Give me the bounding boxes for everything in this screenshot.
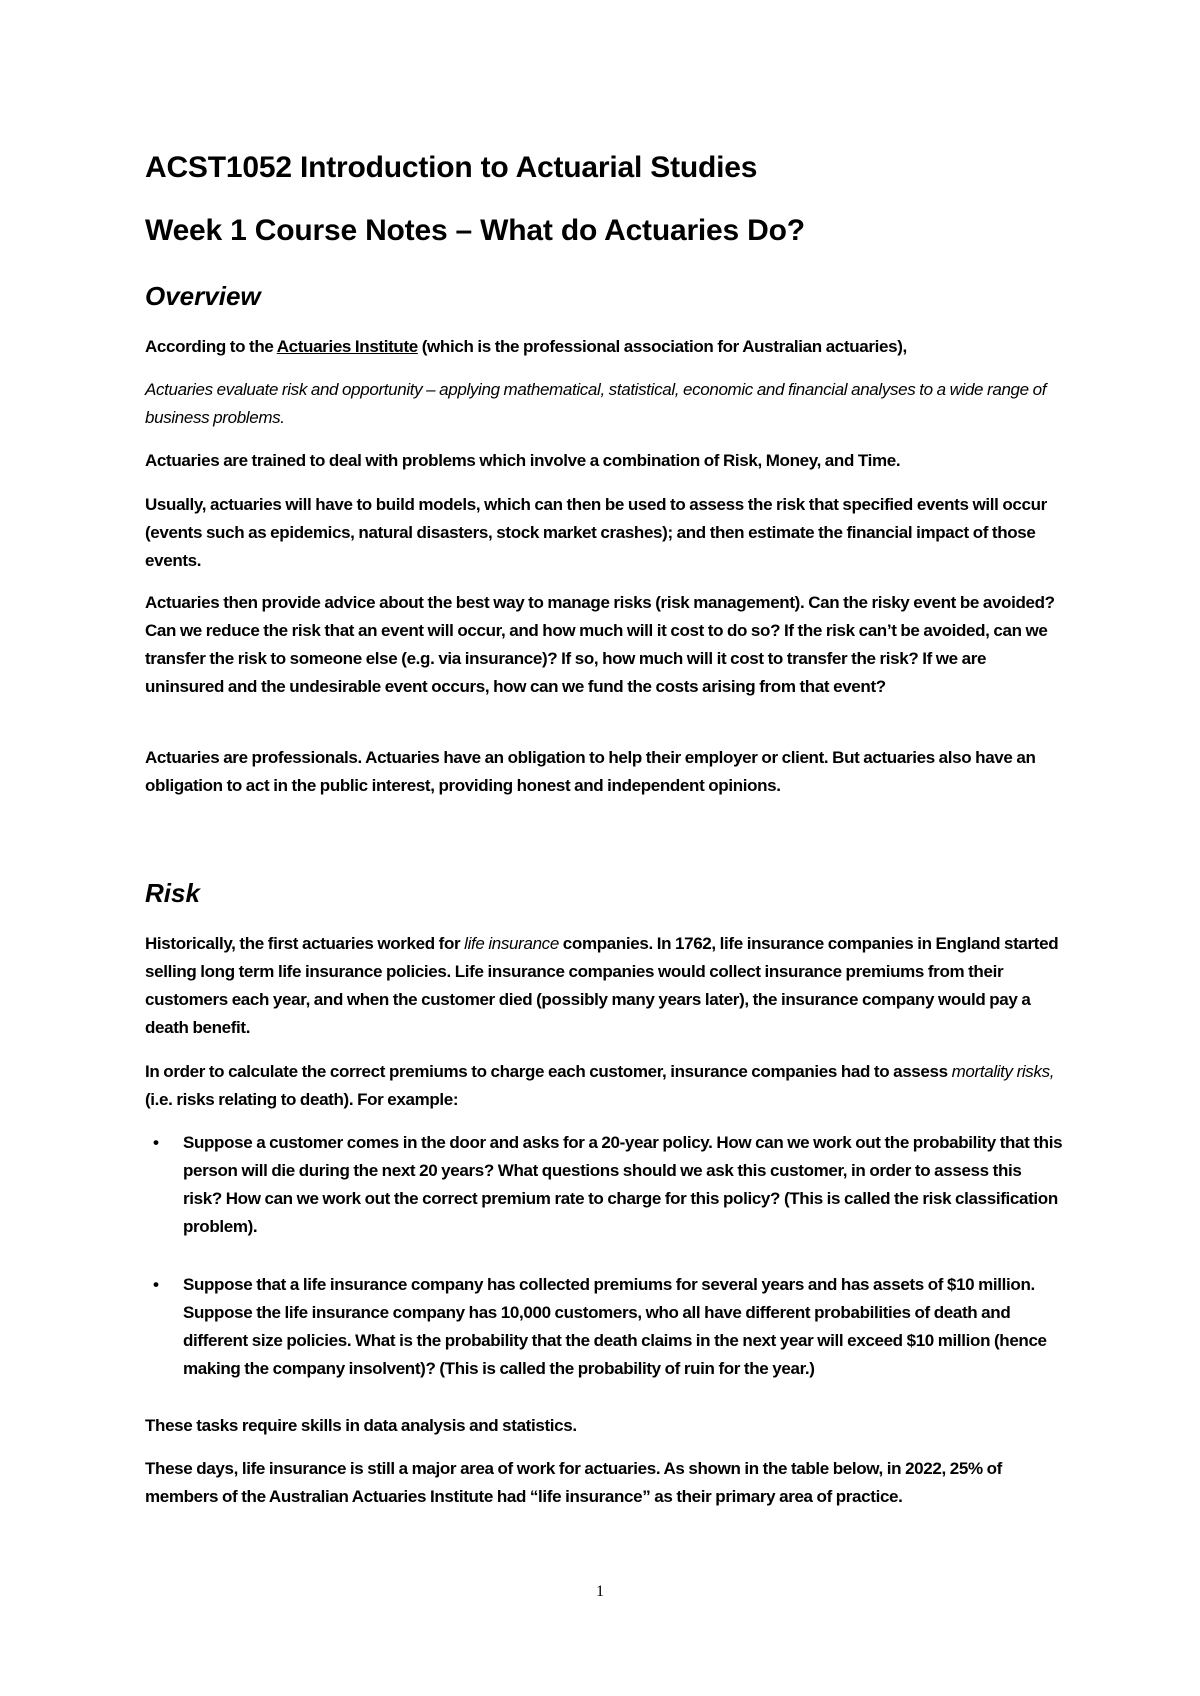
overview-intro-paragraph [145,333,1065,361]
overview-paragraph-professionals: Actuaries are professionals. Actuaries have an obligation to help their employer or client. But actuaries also have an obligation to act in the public interest, providing honest and independent opinions. [145,748,1036,795]
overview-quote: Actuaries evaluate risk and opportunity – applying mathematical, statistical, economic and financial analyses to a wide range of business problems. [145,380,1047,427]
actuaries-institute-link[interactable]: Actuaries Institute [276,337,418,356]
overview-paragraph-risk-management: Actuaries then provide advice about the best way to manage risks (risk management). Can the risky event be avoided? Can we reduce the risk that an event will occur, and how much will it cost to do so? If the risk can’t be avoided, can we transfer the risk to someone else (e.g. via insurance)? If so, how much will it cost to transfer the risk? If we are uninsured and the undesirable event occurs, how can we fund the costs arising from that event? [145,593,1055,696]
overview-intro-text: According to the [145,337,277,356]
risk-paragraph-history [145,930,1065,1042]
overview-paragraph-risk-money-time: Actuaries are trained to deal with problems which involve a combination of Risk, Money, and Time. [145,451,901,470]
risk-history-text-end: companies. In 1762, life insurance companies in England started selling long term life insurance policies. Life insurance companies would collect insurance premiums from their customers each year, and when the customer died (possibly many years later), the insurance company would pay a death benefit. [145,934,1059,1037]
page-number: 1 [596,1583,604,1600]
risk-paragraph-skills: These tasks require skills in data analysis and statistics. [145,1416,577,1435]
document-title: ACST1052 Introduction to Actuarial Studies [145,151,758,184]
risk-premiums-text-end: (i.e. risks relating to death). For example: [145,1090,459,1109]
document-subtitle: Week 1 Course Notes – What do Actuaries Do? [145,214,805,247]
risk-history-italic: life insurance [464,934,559,953]
overview-paragraph-models: Usually, actuaries will have to build models, which can then be used to assess the risk that specified events will occur (events such as epidemics, natural disasters, stock market crashes); and then estimate the financial impact of those events. [145,495,1047,570]
list-item-text: Suppose a customer comes in the door and asks for a 20-year policy. How can we work out the probability that this person will die during the next 20 years? What questions should we ask this customer, in order to assess this risk? How can we work out the correct premium rate to charge for this policy? (This is called the risk classification problem). [183,1133,1063,1236]
risk-history-text: Historically, the first actuaries worked for [145,934,465,953]
risk-premiums-italic: mortality risks, [951,1062,1055,1081]
list-item-text: Suppose that a life insurance company has collected premiums for several years and has assets of $10 million. Suppose the life insurance company has 10,000 customers, who all have different probabilities of death and different size policies. What is the probability that the death claims in the next year will exceed $10 million (hence making the company insolvent)? (This is called the probability of ruin for the year.) [183,1275,1047,1378]
section-heading-overview: Overview [145,281,261,311]
risk-paragraph-life-insurance: These days, life insurance is still a major area of work for actuaries. As shown in the table below, in 2022, 25% of members of the Australian Actuaries Institute had “life insurance” as their primary area of practice. [145,1459,1002,1506]
bullet-icon: • [153,1275,159,1294]
bullet-icon: • [153,1133,159,1152]
risk-premiums-text: In order to calculate the correct premiums to charge each customer, insurance companies had to assess [145,1062,952,1081]
risk-paragraph-premiums [145,1058,1065,1114]
section-heading-risk: Risk [145,878,200,908]
overview-intro-text-end: (which is the professional association for Australian actuaries), [417,337,907,356]
